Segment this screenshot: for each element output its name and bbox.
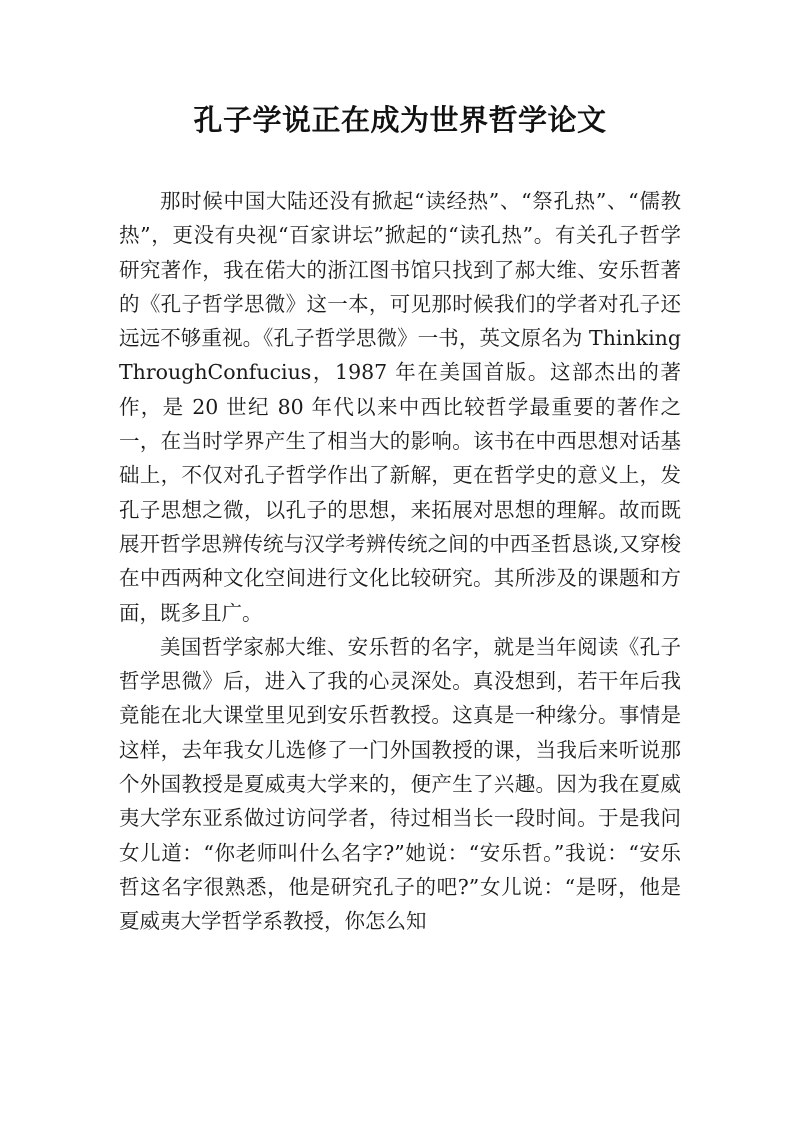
document-title: 孔子学说正在成为世界哲学论文 [193,103,607,137]
document-body [119,184,681,939]
paragraph-2: 美国哲学家郝大维、安乐哲的名字，就是当年阅读《孔子哲学思微》后，进入了我的心灵深处。真没想到，若干年后我竟能在北大课堂里见到安乐哲教授。这真是一种缘分。事情是这样，去年我女儿选修了一门外国教授的课，当我后来听说那个外国教授是夏威夷大学来的，便产生了兴趣。因为我在夏威夷大学东亚系做过访问学者，待过相当长一段时间。于是我问女儿道：“你老师叫什么名字?”她说：“安乐哲。”我说：“安乐哲这名字很熟悉，他是研究孔子的吧?”女儿说：“是呀，他是夏威夷大学哲学系教授，你怎么知 [119,634,681,934]
paragraph-1: 那时候中国大陆还没有掀起“读经热”、“祭孔热”、“儒教热”，更没有央视“百家讲坛”掀起的“读孔热”。有关孔子哲学研究著作，我在偌大的浙江图书馆只找到了郝大维、安乐哲著的《孔子哲学思微》这一本，可见那时候我们的学者对孔子还远远不够重视。《孔子哲学思微》一书，英文原名为 Thinking ThroughConfucius，1987 年在美国首版。这部杰出的著作，是 20 世纪 80 年代以来中西比较哲学最重要的著作之一，在当时学界产生了相当大的影响。该书在中西思想对话基础上，不仅对孔子哲学作出了新解，更在哲学史的意义上，发孔子思想之微，以孔子的思想，来拓展对思想的理解。故而既展开哲学思辨传统与汉学考辨传统之间的中西圣哲恳谈,又穿梭在中西两种文化空间进行文化比较研究。其所涉及的课题和方面，既多且广。 [119,189,681,625]
